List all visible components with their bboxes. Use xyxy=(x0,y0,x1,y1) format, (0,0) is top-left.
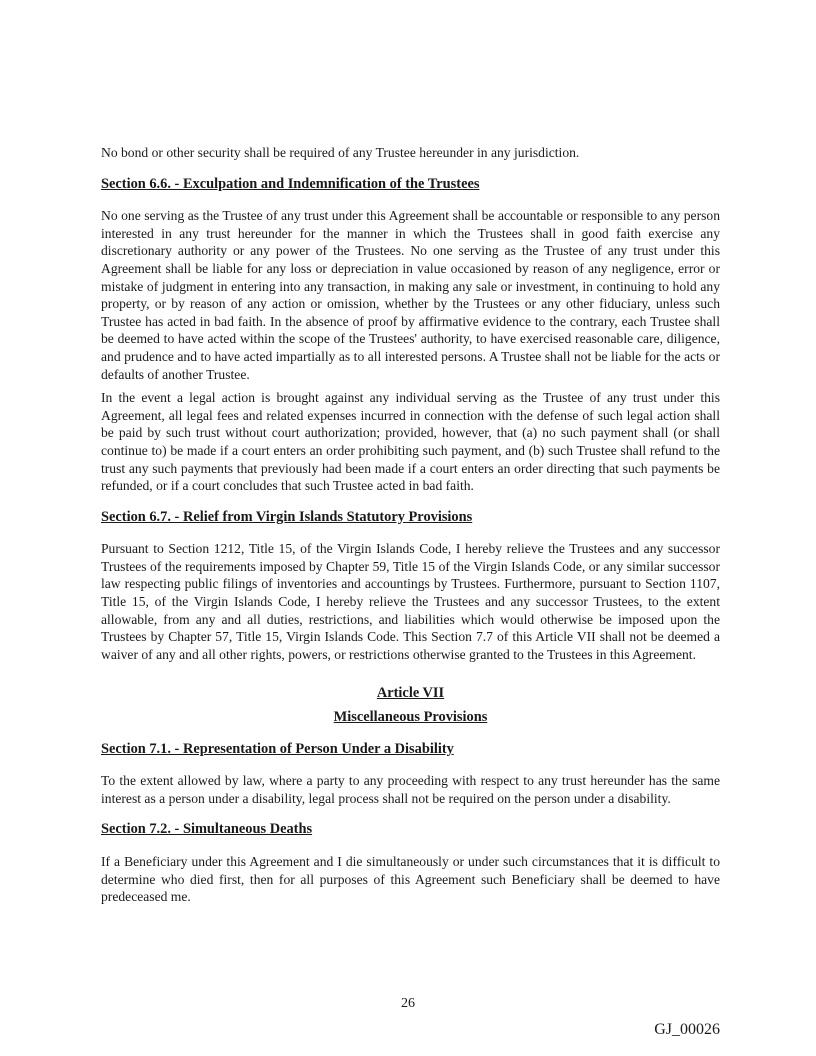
paragraph: No bond or other security shall be required of any Trustee hereunder in any jurisdiction. xyxy=(101,145,580,160)
paragraph: In the event a legal action is brought against any individual serving as the Trustee of any trust under this Agreement, all legal fees and related expenses incurred in connection with the defense of such legal action shall be paid by such trust without court authorization; provided, however, that (a) no such payment shall (or shall continue to) be made if a court enters an order prohibiting such payment, and (b) such Trustee shall refund to the trust any such payments that previously had been made if a court enters an order directing that such payments be refunded, or if a court concludes that such Trustee acted in bad faith. xyxy=(101,390,720,494)
document-body xyxy=(101,144,720,912)
page-number: 26 xyxy=(401,996,415,1011)
bates-number: GJ_00026 xyxy=(654,1021,720,1038)
section-heading-6-7: Section 6.7. - Relief from Virgin Islands Statutory Provisions xyxy=(101,508,473,525)
article-heading: Article VII xyxy=(376,685,445,702)
paragraph: If a Beneficiary under this Agreement and I die simultaneously or under such circumstances that it is difficult to determine who died first, then for all purposes of this Agreement such Beneficiary shall be deemed to have predeceased me. xyxy=(101,854,720,905)
paragraph: Pursuant to Section 1212, Title 15, of the Virgin Islands Code, I hereby relieve the Trustees and any successor Trustees of the requirements imposed by Chapter 59, Title 15 of the Virgin Islands Code, or any similar successor law respecting public filings of inventories and accountings by Trustees. Furthermore, pursuant to Section 1107, Title 15, of the Virgin Islands Code, I hereby relieve the Trustees and any successor Trustees, to the extent allowable, from any and all duties, restrictions, and liabilities which would otherwise be imposed upon the Trustees by Chapter 57, Title 15, Virgin Islands Code. This Section 7.7 of this Article VII shall not be deemed a waiver of any and all other rights, powers, or restrictions otherwise granted to the Trustees in this Agreement. xyxy=(101,541,720,662)
section-heading-7-2: Section 7.2. - Simultaneous Deaths xyxy=(101,821,313,838)
article-subheading: Miscellaneous Provisions xyxy=(333,709,488,726)
paragraph: No one serving as the Trustee of any trust under this Agreement shall be accountable or responsible to any person interested in any trust hereunder for the manner in which the Trustees shall in good faith exercise any discretionary authority or any power of the Trustees. No one serving as the Trustee of any trust under this Agreement shall be liable for any loss or depreciation in value occasioned by reason of any negligence, error or mistake of judgment in entering into any transaction, in making any sale or investment, in continuing to hold any property, or by reason of any action or omission, whether by the Trustees or any other fiduciary, unless such Trustee has acted in bad faith. In the absence of proof by affirmative evidence to the contrary, each Trustee shall be deemed to have acted within the scope of the Trustees' authority, to have exercised reasonable care, diligence, and prudence and to have acted impartially as to all interested persons. A Trustee shall not be liable for the acts or defaults of another Trustee. xyxy=(101,208,720,382)
section-heading-6-6: Section 6.6. - Exculpation and Indemnification of the Trustees xyxy=(101,175,480,192)
section-heading-7-1: Section 7.1. - Representation of Person Under a Disability xyxy=(101,740,454,757)
paragraph: To the extent allowed by law, where a party to any proceeding with respect to any trust hereunder has the same interest as a person under a disability, legal process shall not be required on the person under a disability. xyxy=(101,773,720,806)
